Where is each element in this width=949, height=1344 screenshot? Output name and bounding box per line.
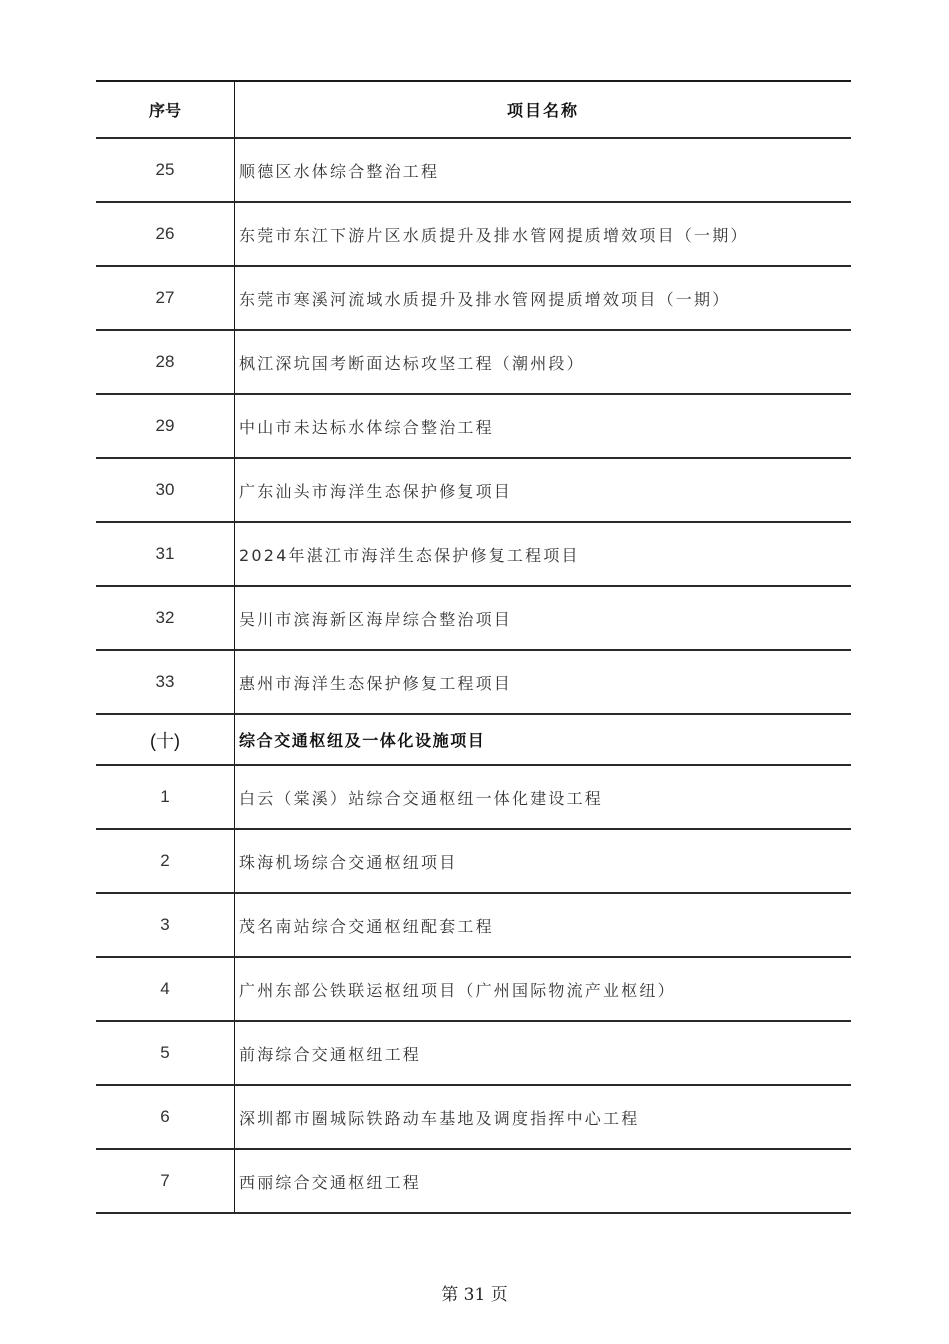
row-number: 1 xyxy=(96,766,235,828)
row-number: 32 xyxy=(96,587,235,649)
project-name: 茂名南站综合交通枢纽配套工程 xyxy=(239,916,494,936)
row-number: 5 xyxy=(96,1022,235,1084)
row-number: 26 xyxy=(96,203,235,265)
table-row xyxy=(96,958,851,1022)
table-row xyxy=(96,331,851,395)
page-number: 第 31 页 xyxy=(441,1285,508,1305)
table-row xyxy=(96,203,851,267)
table-row xyxy=(96,1086,851,1150)
row-number: 28 xyxy=(96,331,235,393)
project-name: 珠海机场综合交通枢纽项目 xyxy=(239,852,458,872)
row-number: 3 xyxy=(96,894,235,956)
table-row xyxy=(96,587,851,651)
table-row xyxy=(96,1150,851,1214)
project-name: 东莞市寒溪河流域水质提升及排水管网提质增效项目（一期） xyxy=(239,289,731,309)
row-number: 33 xyxy=(96,651,235,713)
row-number: 25 xyxy=(96,139,235,201)
section-title: 综合交通枢纽及一体化设施项目 xyxy=(239,731,486,750)
table-row xyxy=(96,894,851,958)
project-name: 2024年湛江市海洋生态保护修复工程项目 xyxy=(239,545,580,565)
table-row xyxy=(96,139,851,203)
row-number: 4 xyxy=(96,958,235,1020)
project-table xyxy=(96,80,851,1214)
project-name: 深圳都市圈城际铁路动车基地及调度指挥中心工程 xyxy=(239,1108,640,1128)
table-row xyxy=(96,459,851,523)
row-number: 29 xyxy=(96,395,235,457)
row-number: 27 xyxy=(96,267,235,329)
project-name: 西丽综合交通枢纽工程 xyxy=(239,1172,422,1192)
row-number: 30 xyxy=(96,459,235,521)
section-number: (十) xyxy=(96,715,235,764)
header-serial-number: 序号 xyxy=(96,82,235,137)
project-name: 顺德区水体综合整治工程 xyxy=(239,161,440,181)
project-name: 惠州市海洋生态保护修复工程项目 xyxy=(239,673,513,693)
project-name: 白云（棠溪）站综合交通枢纽一体化建设工程 xyxy=(239,788,604,808)
project-name: 吴川市滨海新区海岸综合整治项目 xyxy=(239,609,513,629)
project-name: 东莞市东江下游片区水质提升及排水管网提质增效项目（一期） xyxy=(239,225,749,245)
table-row xyxy=(96,395,851,459)
project-name: 枫江深坑国考断面达标攻坚工程（潮州段） xyxy=(239,353,585,373)
row-number: 31 xyxy=(96,523,235,585)
header-project-name: 项目名称 xyxy=(506,101,579,120)
row-number: 7 xyxy=(96,1150,235,1212)
table-row xyxy=(96,523,851,587)
project-name: 中山市未达标水体综合整治工程 xyxy=(239,417,494,437)
table-row xyxy=(96,651,851,715)
table-row xyxy=(96,267,851,331)
row-number: 6 xyxy=(96,1086,235,1148)
section-heading-row xyxy=(96,715,851,766)
row-number: 2 xyxy=(96,830,235,892)
table-row xyxy=(96,1022,851,1086)
project-name: 广州东部公铁联运枢纽项目（广州国际物流产业枢纽） xyxy=(239,980,676,1000)
project-name: 广东汕头市海洋生态保护修复项目 xyxy=(239,481,513,501)
table-row xyxy=(96,766,851,830)
table-row xyxy=(96,830,851,894)
table-header-row xyxy=(96,82,851,139)
project-name: 前海综合交通枢纽工程 xyxy=(239,1044,422,1064)
